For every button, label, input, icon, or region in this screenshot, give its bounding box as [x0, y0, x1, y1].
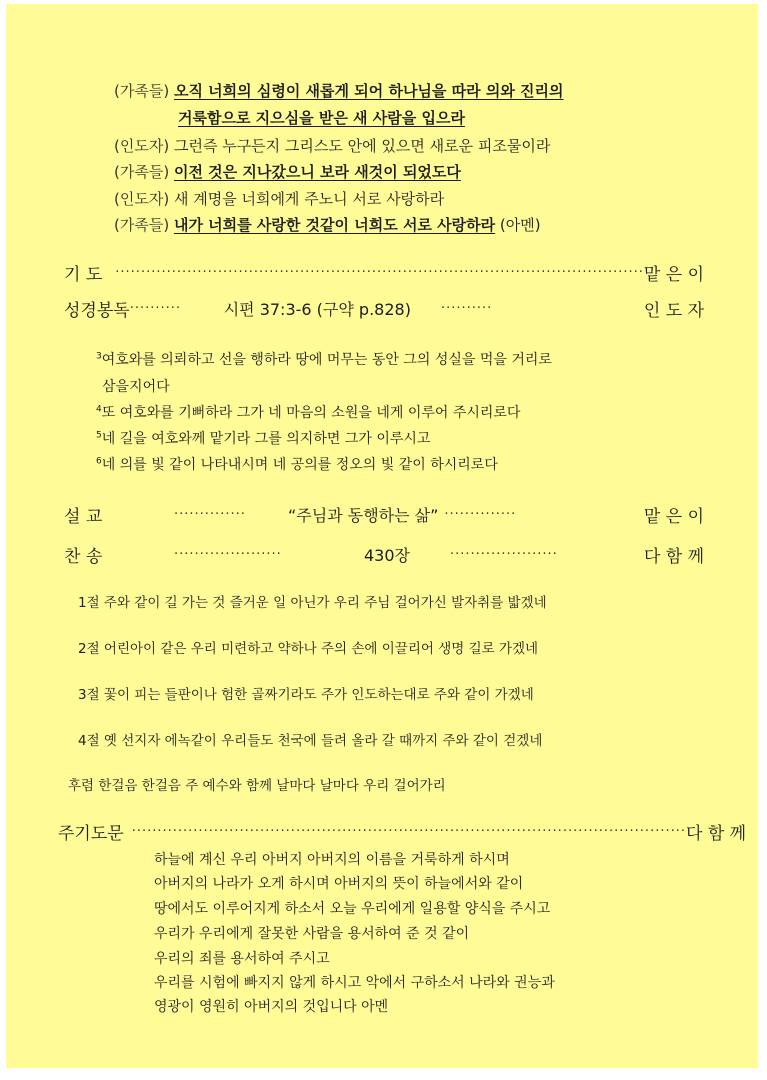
order-scripture	[64, 296, 704, 320]
leader-dots: ·····················	[450, 546, 558, 562]
order-hymn	[64, 542, 704, 566]
leader-dots: ·····················	[174, 546, 282, 562]
order-leader: 다 함 께	[686, 823, 747, 844]
lords-prayer-line-1: 하늘에 계신 우리 아버지 아버지의 이름을 거룩하게 하시며	[154, 852, 510, 868]
responsive-line-6: (가족들) 내가 너희를 사랑한 것같이 너희도 서로 사랑하라 (아멘)	[114, 216, 541, 234]
responsive-line-3: (인도자) 그런즉 누구든지 그리스도 안에 있으면 새로운 피조물이라	[114, 137, 551, 155]
verse-3-cont: 삼을지어다	[102, 379, 170, 395]
leader-dots: ·······································································································	[115, 264, 644, 280]
lords-prayer-line-7: 영광이 영원히 아버지의 것입니다 아멘	[154, 999, 389, 1015]
hymn-verse-4: 4절 옛 선지자 에녹같이 우리들도 천국에 들려 올라 갈 때까지 주와 같이 걷겠네	[78, 733, 543, 749]
hymn-refrain: 후렴 한걸음 한걸음 주 예수와 함께 날마다 날마다 우리 걸어가리	[68, 778, 446, 794]
order-label: 설 교	[64, 506, 103, 527]
verse-4: $^4$또 여호와를 기뻐하라 그가 네 마음의 소원을 네게 이루어 주시리로다	[96, 404, 521, 421]
order-label: 주기도문	[58, 823, 124, 844]
leader-dots: ············································································································	[131, 823, 686, 839]
order-leader: 다 함 께	[643, 546, 704, 567]
order-leader: 맡 은 이	[643, 264, 704, 285]
order-prayer	[64, 260, 704, 284]
verse-5: $^5$네 길을 여호와께 맡기라 그를 의지하면 그가 이루시고	[96, 430, 431, 447]
verse-3: $^3$여호와를 의뢰하고 선을 행하라 땅에 머무는 동안 그의 성실을 먹을 거리로	[96, 351, 552, 368]
order-lords-prayer	[58, 819, 747, 844]
order-label: 성경봉독	[64, 300, 130, 321]
bulletin-page	[6, 4, 758, 1068]
order-label: 기 도	[64, 264, 103, 285]
hymn-verse-3: 3절 꽃이 피는 들판이나 험한 골짜기라도 주가 인도하는대로 주와 같이 가겠네	[78, 687, 534, 703]
responsive-line-5: (인도자) 새 계명을 너희에게 주노니 서로 사랑하라	[114, 190, 445, 208]
leader-dots: ··············	[174, 506, 246, 522]
hymn-verse-1: 1절 주와 같이 길 가는 것 즐거운 일 아닌가 우리 주님 걸어가신 발자취를 밟겠네	[78, 595, 547, 611]
leader-dots: ··········	[440, 300, 493, 316]
leader-dots: ··········	[129, 300, 182, 316]
responsive-line-4: (가족들) 이전 것은 지나갔으니 보라 새것이 되었도다	[114, 163, 461, 181]
sermon-title: “주님과 동행하는 삶”	[288, 505, 439, 525]
responsive-line-1: (가족들) 오직 너희의 심령이 새롭게 되어 하나님을 따라 의와 진리의	[114, 82, 564, 100]
lords-prayer-line-5: 우리의 죄를 용서하여 주시고	[154, 951, 330, 967]
leader-dots: ··············	[444, 506, 517, 522]
responsive-line-2: 거룩함으로 지으심을 받은 새 사람을 입으라	[178, 109, 465, 127]
order-label: 찬 송	[64, 546, 103, 567]
order-leader: 인 도 자	[643, 300, 704, 321]
order-leader: 맡 은 이	[643, 506, 704, 527]
scripture-passage: 시편 37:3-6 (구약 p.828)	[223, 299, 411, 319]
lords-prayer-line-2: 아버지의 나라가 오게 하시며 아버지의 뜻이 하늘에서와 같이	[154, 876, 524, 892]
verse-6: $^6$네 의를 빛 같이 나타내시며 네 공의를 정오의 빛 같이 하시리로다	[96, 456, 498, 473]
lords-prayer-line-3: 땅에서도 이루어지게 하소서 오늘 우리에게 일용할 양식을 주시고	[154, 901, 551, 917]
lords-prayer-line-6: 우리를 시험에 빠지지 않게 하시고 악에서 구하소서 나라와 권능과	[154, 975, 555, 991]
hymn-verse-2: 2절 어린아이 같은 우리 미련하고 약하나 주의 손에 이끌리어 생명 길로 가겠네	[78, 641, 539, 657]
hymn-number: 430장	[364, 545, 410, 565]
order-sermon	[64, 502, 704, 526]
lords-prayer-line-4: 우리가 우리에게 잘못한 사람을 용서하여 준 것 같이	[154, 926, 470, 942]
